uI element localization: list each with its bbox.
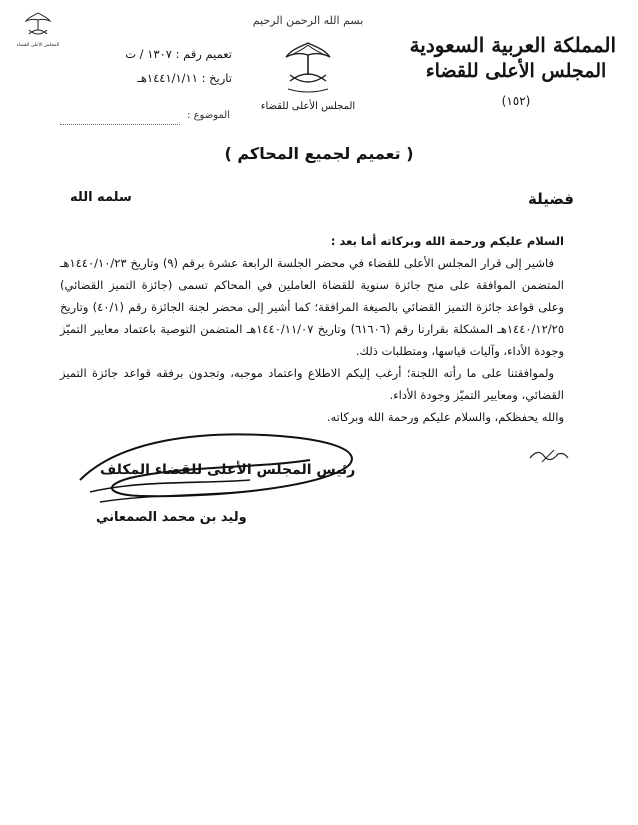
mini-emblem-icon [16,10,60,50]
basmala: بسم الله الرحمن الرحيم [252,14,364,27]
subject-blank-line [60,124,180,125]
letterhead-emblem [243,14,373,112]
signature-block [0,420,638,540]
circular-meta [62,42,232,90]
signatory-name: وليد بن محمد الصمعاني [96,510,247,525]
letter-title: ( تعميم لجميع المحاكم ) [224,144,414,163]
body-paragraph-1: فاشير إلى قرار المجلس الأعلى للقضاء في محضر الجلسة الرابعة عشرة برقم (٩) وتاريخ ١٤٤٠/١٠/٢٣هـ المتضمن الموافقة على منح جائزة سنوية للقضاة العاملين في المحاكم تسمى (جائزة التميز القضائي) وعلى قواعد جائزة التميز القضائي بالصيغة المرافقة؛ كما أشير إلى محضر لجنة الجائزة رقم (٤٠/١) وتاريخ ١٤٤٠/١٢/٢٥هـ المشكلة بقرارنا رقم (٦١٦٠٦) وتاريخ ١٤٤٠/١١/٠٧هـ المتضمن التوصية باعتماد معايير التميّز وجودة الأداء، وآليات قياسها، ومتطلبات ذلك. [60,256,565,358]
addressee: فضيلة [528,190,574,208]
circular-date: تاريخ : ١٤٤١/١/١١هـ [137,71,232,85]
circular-number: تعميم رقم : ١٣٠٧ / ت [125,47,232,61]
closing: والله يحفظكم، والسلام عليكم ورحمة الله وبركاته. [326,410,564,424]
reference-code: (١٥٢) [501,94,531,108]
signatory-title: رئيس المجلس الأعلى للقضاء المكلف [100,462,356,478]
letter-body [60,230,564,428]
body-paragraph-2: ولموافقتنا على ما رأته اللجنة؛ أرغب إليكم الاطلاع واعتماد موجبه، وتجدون برفقه قواعد جائزة التميز القضائي، ومعايير التميّز وجودة الأداء. [60,366,564,402]
addressee-salutation: سلمه الله [70,190,132,205]
council-name: المجلس الأعلى للقضاء [425,60,607,82]
greeting: السلام عليكم ورحمة الله وبركاته أما بعد : [330,234,564,248]
kingdom-name: المملكة العربية السعودية [409,33,616,57]
palm-swords-emblem-icon [278,35,338,95]
mini-emblem-caption: المجلس الأعلى للقضاء [16,43,60,48]
subject-label: الموضوع : [187,110,230,121]
emblem-caption: المجلس الأعلى للقضاء [260,101,356,112]
letterhead-authority [409,32,616,108]
